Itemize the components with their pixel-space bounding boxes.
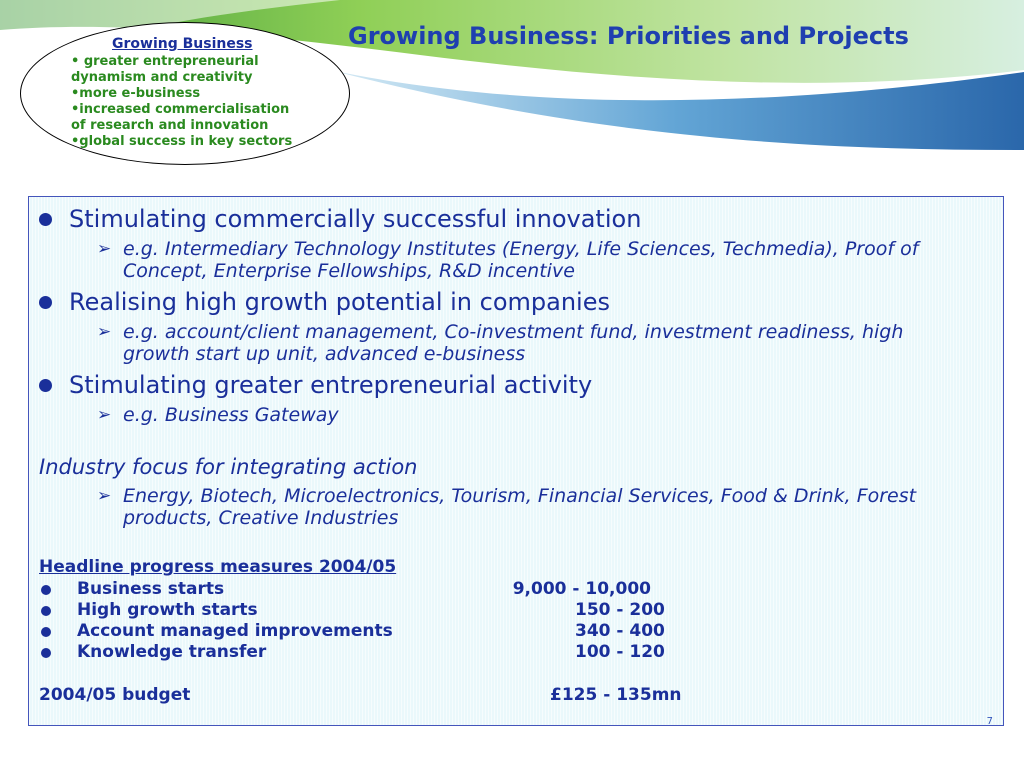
arrow-bullet-icon: ➢ [97, 486, 112, 506]
measure-label: Account managed improvements [77, 621, 393, 641]
priority-example [97, 238, 957, 282]
example-text: e.g. account/client management, Co-investment fund, investment readiness, high growth start up unit, advanced e-business [123, 321, 904, 365]
priority-item [39, 205, 641, 233]
measure-label: High growth starts [77, 600, 258, 620]
industry-focus-heading: Industry focus for integrating action [39, 455, 418, 479]
measure-row [39, 621, 939, 643]
bullet-icon [41, 606, 51, 616]
measure-label: Business starts [77, 579, 225, 599]
callout-line: • greater entrepreneurial [71, 54, 259, 69]
bullet-icon [41, 627, 51, 637]
arrow-bullet-icon: ➢ [97, 405, 112, 425]
slide-title: Growing Business: Priorities and Projects [348, 22, 909, 50]
callout-title: Growing Business [112, 36, 253, 52]
example-text: e.g. Business Gateway [123, 404, 339, 426]
bullet-icon [39, 379, 52, 392]
callout-line: dynamism and creativity [71, 70, 253, 85]
content-panel [28, 196, 1004, 726]
industry-focus-example [97, 485, 957, 529]
priority-heading: Stimulating commercially successful innovation [69, 205, 642, 233]
callout-line: •increased commercialisation [71, 102, 290, 117]
bullet-icon [41, 648, 51, 658]
priority-heading: Stimulating greater entrepreneurial activity [69, 371, 593, 399]
measure-value: 9,000 - 10,000 [512, 579, 651, 599]
measure-row [39, 579, 939, 601]
measure-row [39, 642, 939, 664]
page-number: 7 [986, 716, 993, 727]
bullet-icon [39, 296, 52, 309]
callout-list [71, 54, 346, 150]
measure-value: 150 - 200 [575, 600, 665, 620]
measure-value: 340 - 400 [575, 621, 665, 641]
example-text: e.g. Intermediary Technology Institutes (Energy, Life Sciences, Techmedia), Proof of Concept, Enterprise Fellowships, R&D incentive [123, 238, 919, 282]
priority-item [39, 371, 592, 399]
measure-row [39, 600, 939, 622]
arrow-bullet-icon: ➢ [97, 239, 112, 259]
callout-line: of research and innovation [71, 118, 269, 133]
priority-heading: Realising high growth potential in companies [69, 288, 610, 316]
budget-label: 2004/05 budget [39, 685, 191, 705]
arrow-bullet-icon: ➢ [97, 322, 112, 342]
bullet-icon [39, 213, 52, 226]
priority-example [97, 321, 957, 365]
measure-value: 100 - 120 [575, 642, 665, 662]
budget-value: £125 - 135mn [550, 685, 682, 705]
measure-label: Knowledge transfer [77, 642, 267, 662]
callout-line: •more e-business [71, 86, 201, 101]
measures-heading: Headline progress measures 2004/05 [39, 557, 397, 577]
priority-example [97, 404, 957, 426]
priority-item [39, 288, 610, 316]
example-text: Energy, Biotech, Microelectronics, Tourism, Financial Services, Food & Drink, Forest products, Creative Industries [123, 485, 917, 529]
bullet-icon [41, 585, 51, 595]
callout-line: •global success in key sectors [71, 134, 293, 149]
